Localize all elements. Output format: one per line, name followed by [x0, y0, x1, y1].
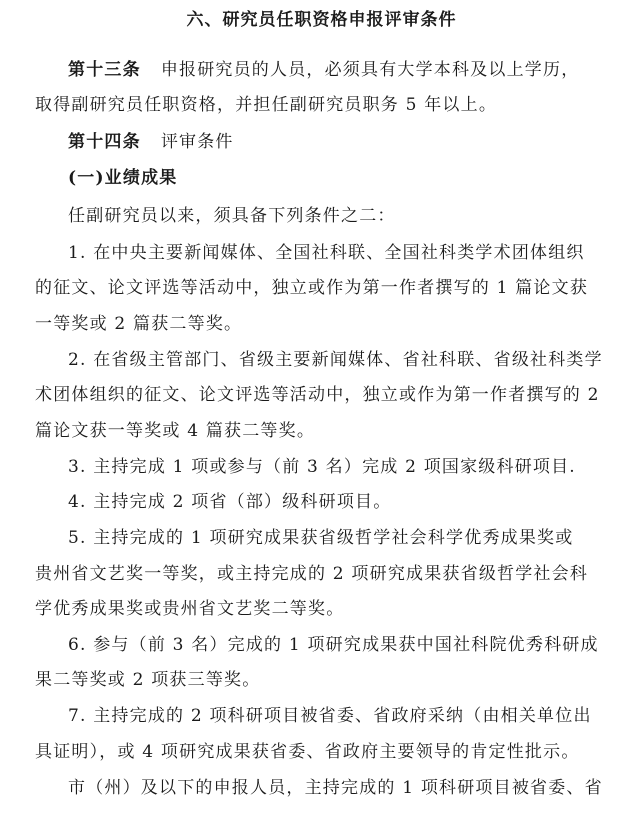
item-1-line-3: 一等奖或 2 篇获二等奖。 — [35, 314, 243, 334]
item-7-line-1: 7. 主持完成的 2 项科研项目被省委、省政府采纳（由相关单位出 — [68, 706, 592, 726]
article-13-label: 第十三条 — [68, 60, 141, 80]
item-1-line-1: 1. 在中央主要新闻媒体、全国社科联、全国社科类学术团体组织 — [68, 243, 585, 263]
item-2-line-3: 篇论文获一等奖或 4 篇获二等奖。 — [35, 421, 316, 441]
section-1-heading: (一)业绩成果 — [68, 168, 178, 188]
article-14-label: 第十四条 — [68, 132, 141, 152]
item-4-line: 4. 主持完成 2 项省（部）级科研项目。 — [68, 492, 392, 512]
item-5-line-3: 学优秀成果奖或贵州省文艺奖二等奖。 — [35, 599, 345, 619]
item-5-line-2: 贵州省文艺奖一等奖，或主持完成的 2 项研究成果获省级哲学社会科 — [35, 564, 589, 584]
item-2-line-2: 术团体组织的征文、论文评选等活动中，独立或作为第一作者撰写的 2 — [35, 385, 600, 405]
article-13-text-1: 申报研究员的人员，必须具有大学本科及以上学历， — [160, 60, 580, 80]
article-14-text: 评审条件 — [160, 132, 234, 152]
item-3-line: 3. 主持完成 1 项或参与（前 3 名）完成 2 项国家级科研项目. — [68, 457, 576, 477]
intro-line: 任副研究员以来，须具备下列条件之二： — [68, 206, 396, 226]
item-6-line-1: 6. 参与（前 3 名）完成的 1 项研究成果获中国社科院优秀科研成 — [68, 635, 599, 655]
item-6-line-2: 果二等奖或 2 项获三等奖。 — [35, 670, 261, 690]
article-14-line — [0, 124, 631, 160]
article-13-line-1 — [0, 52, 631, 88]
continuation-line: 市（州）及以下的申报人员，主持完成的 1 项科研项目被省委、省 — [68, 778, 603, 798]
item-5-line-1: 5. 主持完成的 1 项研究成果获省级哲学社会科学优秀成果奖或 — [68, 528, 574, 548]
section-title: 六、研究员任职资格申报评审条件 — [186, 10, 457, 30]
article-13-line-2: 取得副研究员任职资格，并担任副研究员职务 5 年以上。 — [35, 95, 498, 115]
item-2-line-1: 2. 在省级主管部门、省级主要新闻媒体、省社科联、省级社科类学 — [68, 350, 603, 370]
item-1-line-2: 的征文、论文评选等活动中，独立或作为第一作者撰写的 1 篇论文获 — [35, 278, 589, 298]
item-7-line-2: 具证明），或 4 项研究成果获省委、省政府主要领导的肯定性批示。 — [35, 742, 580, 762]
